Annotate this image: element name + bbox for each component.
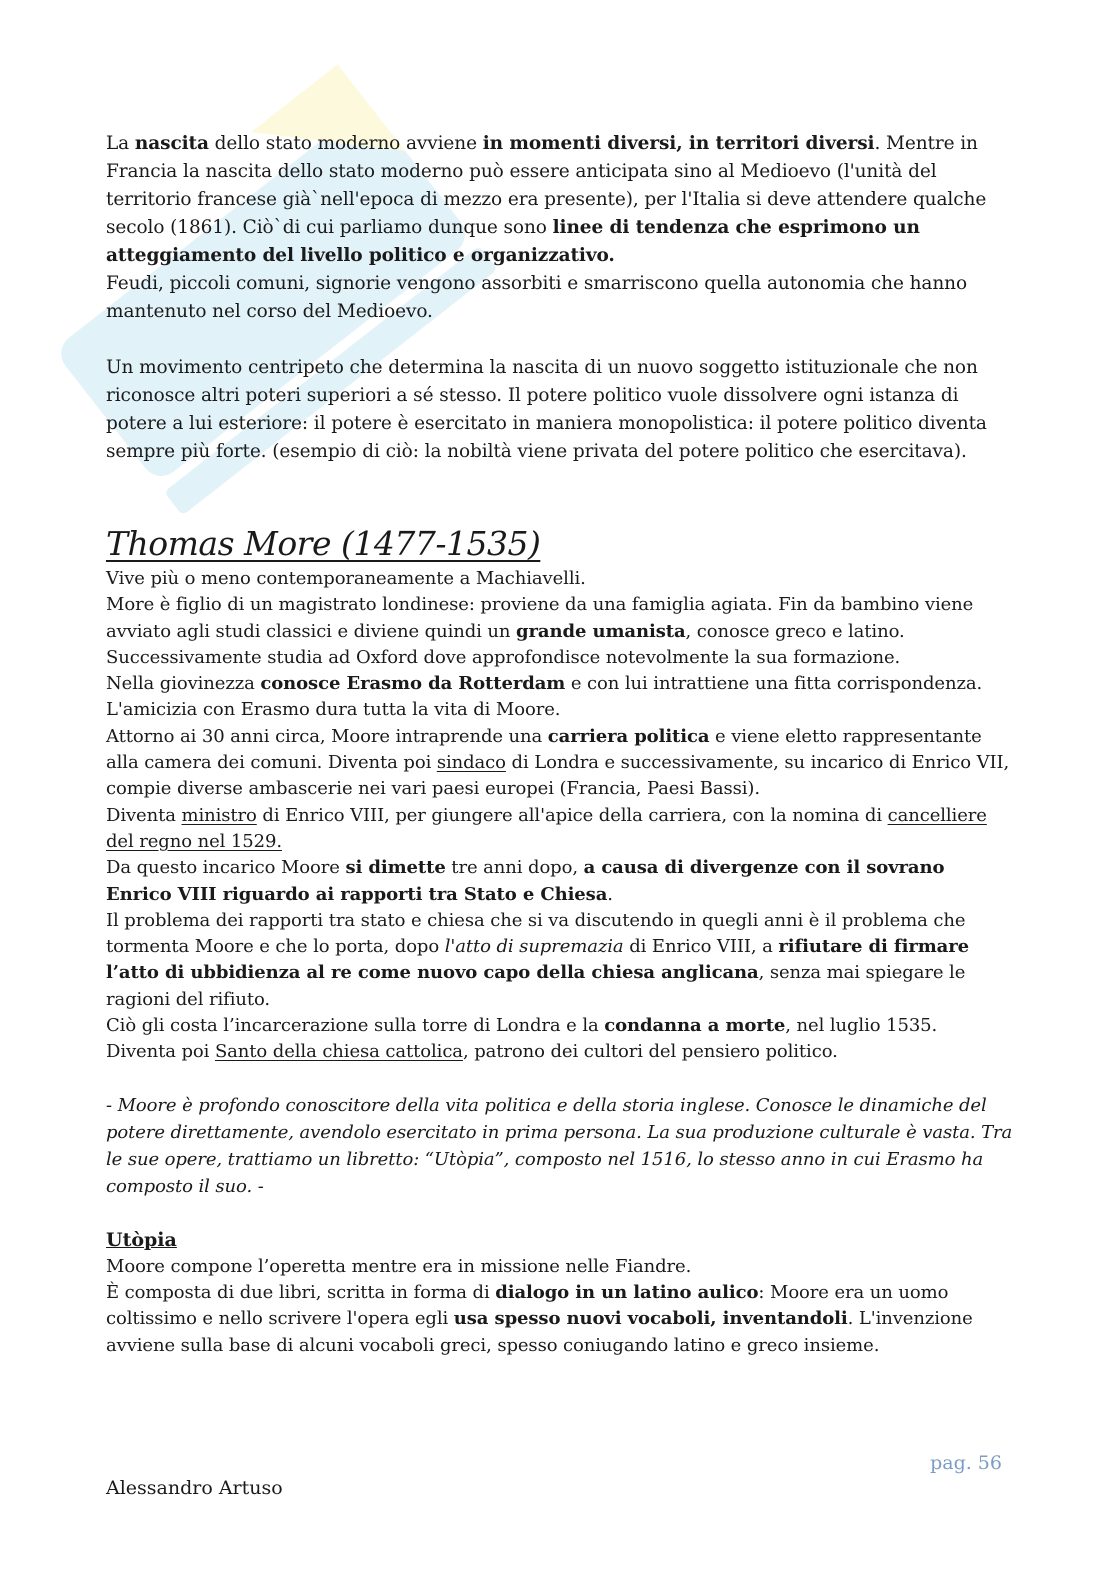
intro-paragraph-3: Un movimento centripeto che determina la nascita di un nuovo soggetto istituzionale che non riconosce altri poteri superiori a sé stesso. Il potere politico vuole dissolvere ogni istanza di potere a lui esteriore: il potere è esercitato in maniera monopolistica: il potere politico diventa sempre più forte. (esempio di ciò: la nobiltà viene privata del potere politico che esercitava). [106,357,987,462]
utopia-line-2: È composta di due libri, scritta in forma di dialogo in un latino aulico: Moore era un uomo coltissimo e nello scrivere l'opera egli usa spesso nuovi vocaboli, inventandoli. L'invenzione avviene sulla base di alcuni vocaboli greci, spesso coniugando latino e greco insieme. [106,1281,973,1356]
subsection-title: Utòpia [106,1228,177,1251]
italic-note: - Moore è profondo conoscitore della vita politica e della storia inglese. Conosce le dinamiche del potere direttamente, avendolo esercitato in prima persona. La sua produzione culturale è vasta. Tra le sue opere, trattiamo un libretto: “Utòpia”, composto nel 1516, lo stesso anno in cui Erasmo ha composto il suo. - [106,1094,1013,1197]
bio-line-3: Successivamente studia ad Oxford dove approfondisce notevolmente la sua formazione. [106,646,901,668]
page-number: pag. 56 [930,1452,1002,1474]
bio-line-1: Vive più o meno contemporaneamente a Machiavelli. [106,568,586,589]
document-body [106,130,1016,1359]
bio-line-9: Il problema dei rapporti tra stato e chiesa che si va discutendo in quegli anni è il problema che tormenta Moore e che lo porta, dopo l'atto di supremazia di Enrico VIII, a rifiutare di firmare l’atto di ubbidienza al re come nuovo capo della chiesa anglicana, senza mai spiegare le ragioni del rifiuto. [106,909,969,1010]
bio-line-2: More è figlio di un magistrato londinese: proviene da una famiglia agiata. Fin da bambino viene avviato agli studi classici e diviene quindi un grande umanista, conosce greco e latino. [106,594,974,642]
bio-line-10: Ciò gli costa l’incarcerazione sulla torre di Londra e la condanna a morte, nel luglio 1535. [106,1015,938,1037]
intro-paragraph-2: Feudi, piccoli comuni, signorie vengono assorbiti e smarriscono quella autonomia che hanno mantenuto nel corso del Medioevo. [106,273,968,322]
intro-paragraph-1: La nascita dello stato moderno avviene in momenti diversi, in territori diversi. Mentre in Francia la nascita dello stato moderno può essere anticipata sino al Medioevo (l'unità del territorio francese già`nell'epoca di mezzo era presente), per l'Italia si deve attendere qualche secolo (1861). Ciò`di cui parliamo dunque sono linee di tendenza che esprimono un atteggiamento del livello politico e organizzativo. [106,133,987,266]
bio-line-5: L'amicizia con Erasmo dura tutta la vita di Moore. [106,699,561,721]
bio-line-8: Da questo incarico Moore si dimette tre anni dopo, a causa di divergenze con il sovrano Enrico VIII riguardo ai rapporti tra Stato e Chiesa. [106,857,945,905]
bio-line-6: Attorno ai 30 anni circa, Moore intraprende una carriera politica e viene eletto rappresentante alla camera dei comuni. Diventa poi sindaco di Londra e successivamente, su incarico di Enrico VII, compie diverse ambascerie nei vari paesi europei (Francia, Paesi Bassi). [106,725,1010,800]
bio-line-11: Diventa poi Santo della chiesa cattolica, patrono dei cultori del pensiero politico. [106,1041,838,1063]
bio-line-4: Nella giovinezza conosce Erasmo da Rotterdam e con lui intrattiene una fitta corrispondenza. [106,673,983,695]
section-title: Thomas More (1477-1535) [106,524,541,563]
author-name: Alessandro Artuso [106,1477,283,1499]
utopia-line-1: Moore compone l’operetta mentre era in missione nelle Fiandre. [106,1255,692,1277]
bio-line-7: Diventa ministro di Enrico VIII, per giungere all'apice della carriera, con la nomina di cancelliere del regno nel 1529. [106,804,987,852]
